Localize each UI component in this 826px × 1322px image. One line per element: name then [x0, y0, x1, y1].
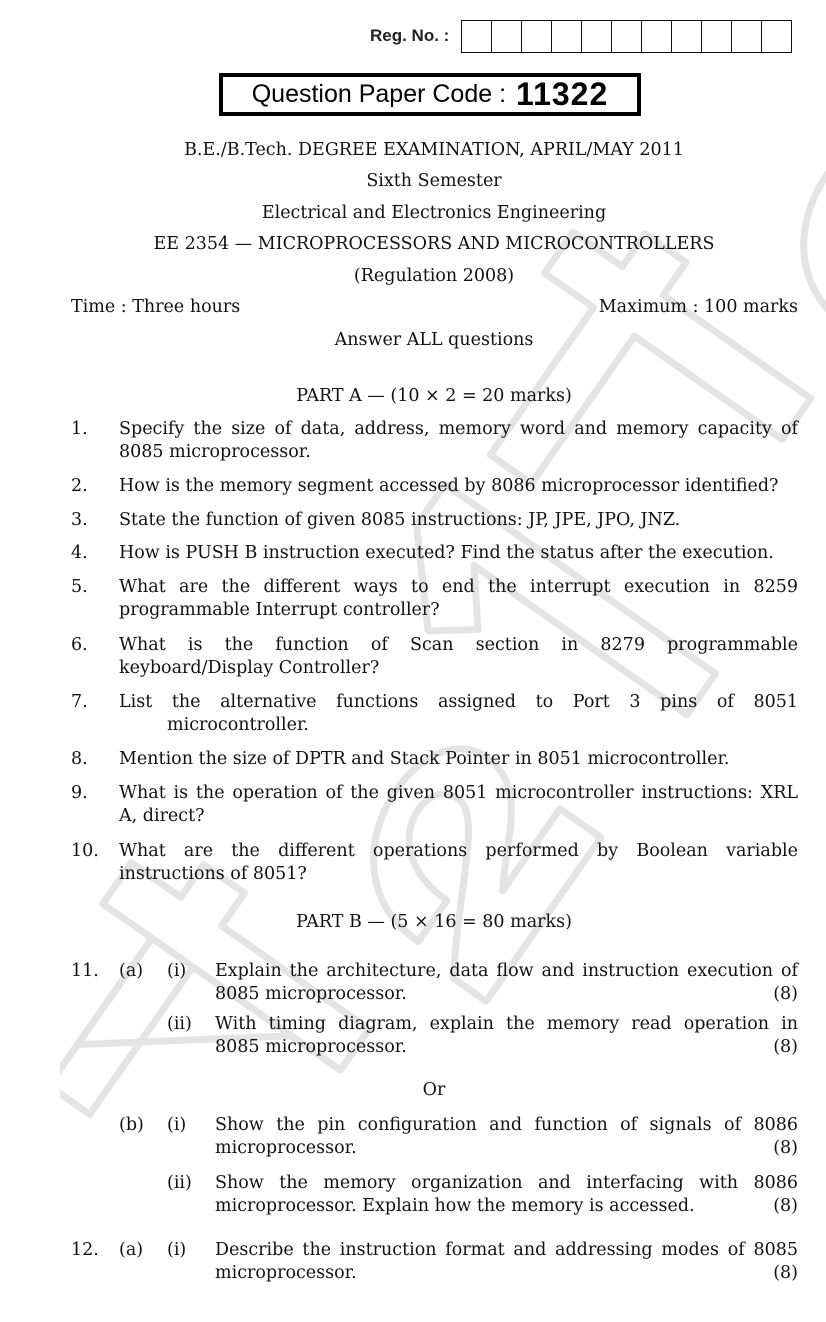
- question-text: State the function of given 8085 instructions: JP, JPE, JPO, JNZ.: [119, 510, 681, 530]
- question-number: 1.: [71, 419, 88, 439]
- question-text: Explain the architecture, data flow and instruction execution of: [215, 961, 798, 981]
- question-number: 3.: [71, 510, 88, 530]
- question-number: 9.: [71, 783, 88, 803]
- question-text: microprocessor.: [215, 1138, 357, 1158]
- question-paper-code-box: [219, 73, 641, 116]
- reg-no-boxes[interactable]: [461, 20, 792, 53]
- question-paper-code: 11322: [516, 76, 609, 112]
- question-text: Show the pin configuration and function of signals of 8086: [215, 1115, 798, 1135]
- degree-line: B.E./B.Tech. DEGREE EXAMINATION, APRIL/MAY 2011: [184, 140, 684, 160]
- question-text: A, direct?: [119, 806, 205, 826]
- question-paper-code-label: Question Paper Code :: [251, 80, 507, 108]
- question-text: Specify the size of data, address, memory word and memory capacity of: [119, 419, 798, 439]
- or-separator: Or: [422, 1080, 446, 1100]
- question-part: (a): [119, 1240, 144, 1260]
- question-subpart: (ii): [167, 1173, 192, 1193]
- reg-no-digit-box[interactable]: [732, 21, 762, 52]
- reg-no-digit-box[interactable]: [642, 21, 672, 52]
- reg-no-digit-box[interactable]: [672, 21, 702, 52]
- reg-no-digit-box[interactable]: [762, 21, 791, 52]
- question-text: What is the operation of the given 8051 microcontroller instructions: XRL: [119, 783, 798, 803]
- semester: Sixth Semester: [366, 171, 502, 191]
- question-text: Describe the instruction format and addressing modes of 8085: [215, 1240, 798, 1260]
- time-allowed: Time : Three hours: [71, 297, 241, 317]
- question-number: 2.: [71, 476, 88, 496]
- question-text: With timing diagram, explain the memory read operation in: [215, 1014, 798, 1034]
- question-text: List the alternative functions assigned to Port 3 pins of 8051: [119, 692, 798, 712]
- branch: Electrical and Electronics Engineering: [261, 203, 607, 223]
- question-subpart: (i): [167, 961, 187, 981]
- reg-no-field: [370, 19, 792, 53]
- question-text: keyboard/Display Controller?: [119, 658, 380, 678]
- question-text: 8085 microprocessor.: [215, 1037, 407, 1057]
- reg-no-digit-box[interactable]: [492, 21, 522, 52]
- marks: (8): [773, 1263, 798, 1283]
- question-text: programmable Interrupt controller?: [119, 600, 440, 620]
- question-part: (b): [119, 1115, 144, 1135]
- question-text: microcontroller.: [167, 715, 309, 735]
- part-b-title: PART B — (5 × 16 = 80 marks): [296, 912, 572, 932]
- question-number: 7.: [71, 692, 88, 712]
- question-number: 10.: [71, 841, 99, 861]
- question-text: 8085 microprocessor.: [119, 442, 311, 462]
- maximum-marks: Maximum : 100 marks: [598, 297, 798, 317]
- question-text: What are the different ways to end the interrupt execution in 8259: [119, 577, 798, 597]
- question-number: 5.: [71, 577, 88, 597]
- time-marks-row: [71, 297, 798, 317]
- reg-no-digit-box[interactable]: [522, 21, 552, 52]
- question-subpart: (ii): [167, 1014, 192, 1034]
- reg-no-digit-box[interactable]: [612, 21, 642, 52]
- question-number: 6.: [71, 635, 88, 655]
- question-subpart: (i): [167, 1115, 187, 1135]
- regulation: (Regulation 2008): [353, 266, 515, 286]
- question-number: 12.: [71, 1240, 99, 1260]
- question-text: Mention the size of DPTR and Stack Pointer in 8051 microcontroller.: [119, 749, 730, 769]
- question-text: How is PUSH B instruction executed? Find the status after the execution.: [119, 543, 774, 563]
- question-text: microprocessor. Explain how the memory is accessed.: [215, 1196, 695, 1216]
- question-part: (a): [119, 961, 144, 981]
- question-subpart: (i): [167, 1240, 187, 1260]
- reg-no-label: Reg. No. :: [370, 26, 450, 45]
- question-number: 11.: [71, 961, 99, 981]
- marks: (8): [773, 1196, 798, 1216]
- question-text: 8085 microprocessor.: [215, 984, 407, 1004]
- question-text: What are the different operations performed by Boolean variable: [119, 841, 798, 861]
- marks: (8): [773, 1037, 798, 1057]
- reg-no-digit-box[interactable]: [582, 21, 612, 52]
- reg-no-digit-box[interactable]: [462, 21, 492, 52]
- question-text: instructions of 8051?: [119, 864, 307, 884]
- question-text: What is the function of Scan section in 8279 programmable: [119, 635, 798, 655]
- question-number: 8.: [71, 749, 88, 769]
- question-number: 4.: [71, 543, 88, 563]
- course-title: EE 2354 — MICROPROCESSORS AND MICROCONTROLLERS: [153, 234, 715, 254]
- marks: (8): [773, 984, 798, 1004]
- question-text: How is the memory segment accessed by 8086 microprocessor identified?: [119, 476, 779, 496]
- reg-no-digit-box[interactable]: [702, 21, 732, 52]
- question-text: Show the memory organization and interfacing with 8086: [215, 1173, 798, 1193]
- instruction: Answer ALL questions: [334, 330, 534, 350]
- reg-no-digit-box[interactable]: [552, 21, 582, 52]
- marks: (8): [773, 1138, 798, 1158]
- question-text: microprocessor.: [215, 1263, 357, 1283]
- part-a-title: PART A — (10 × 2 = 20 marks): [296, 386, 572, 406]
